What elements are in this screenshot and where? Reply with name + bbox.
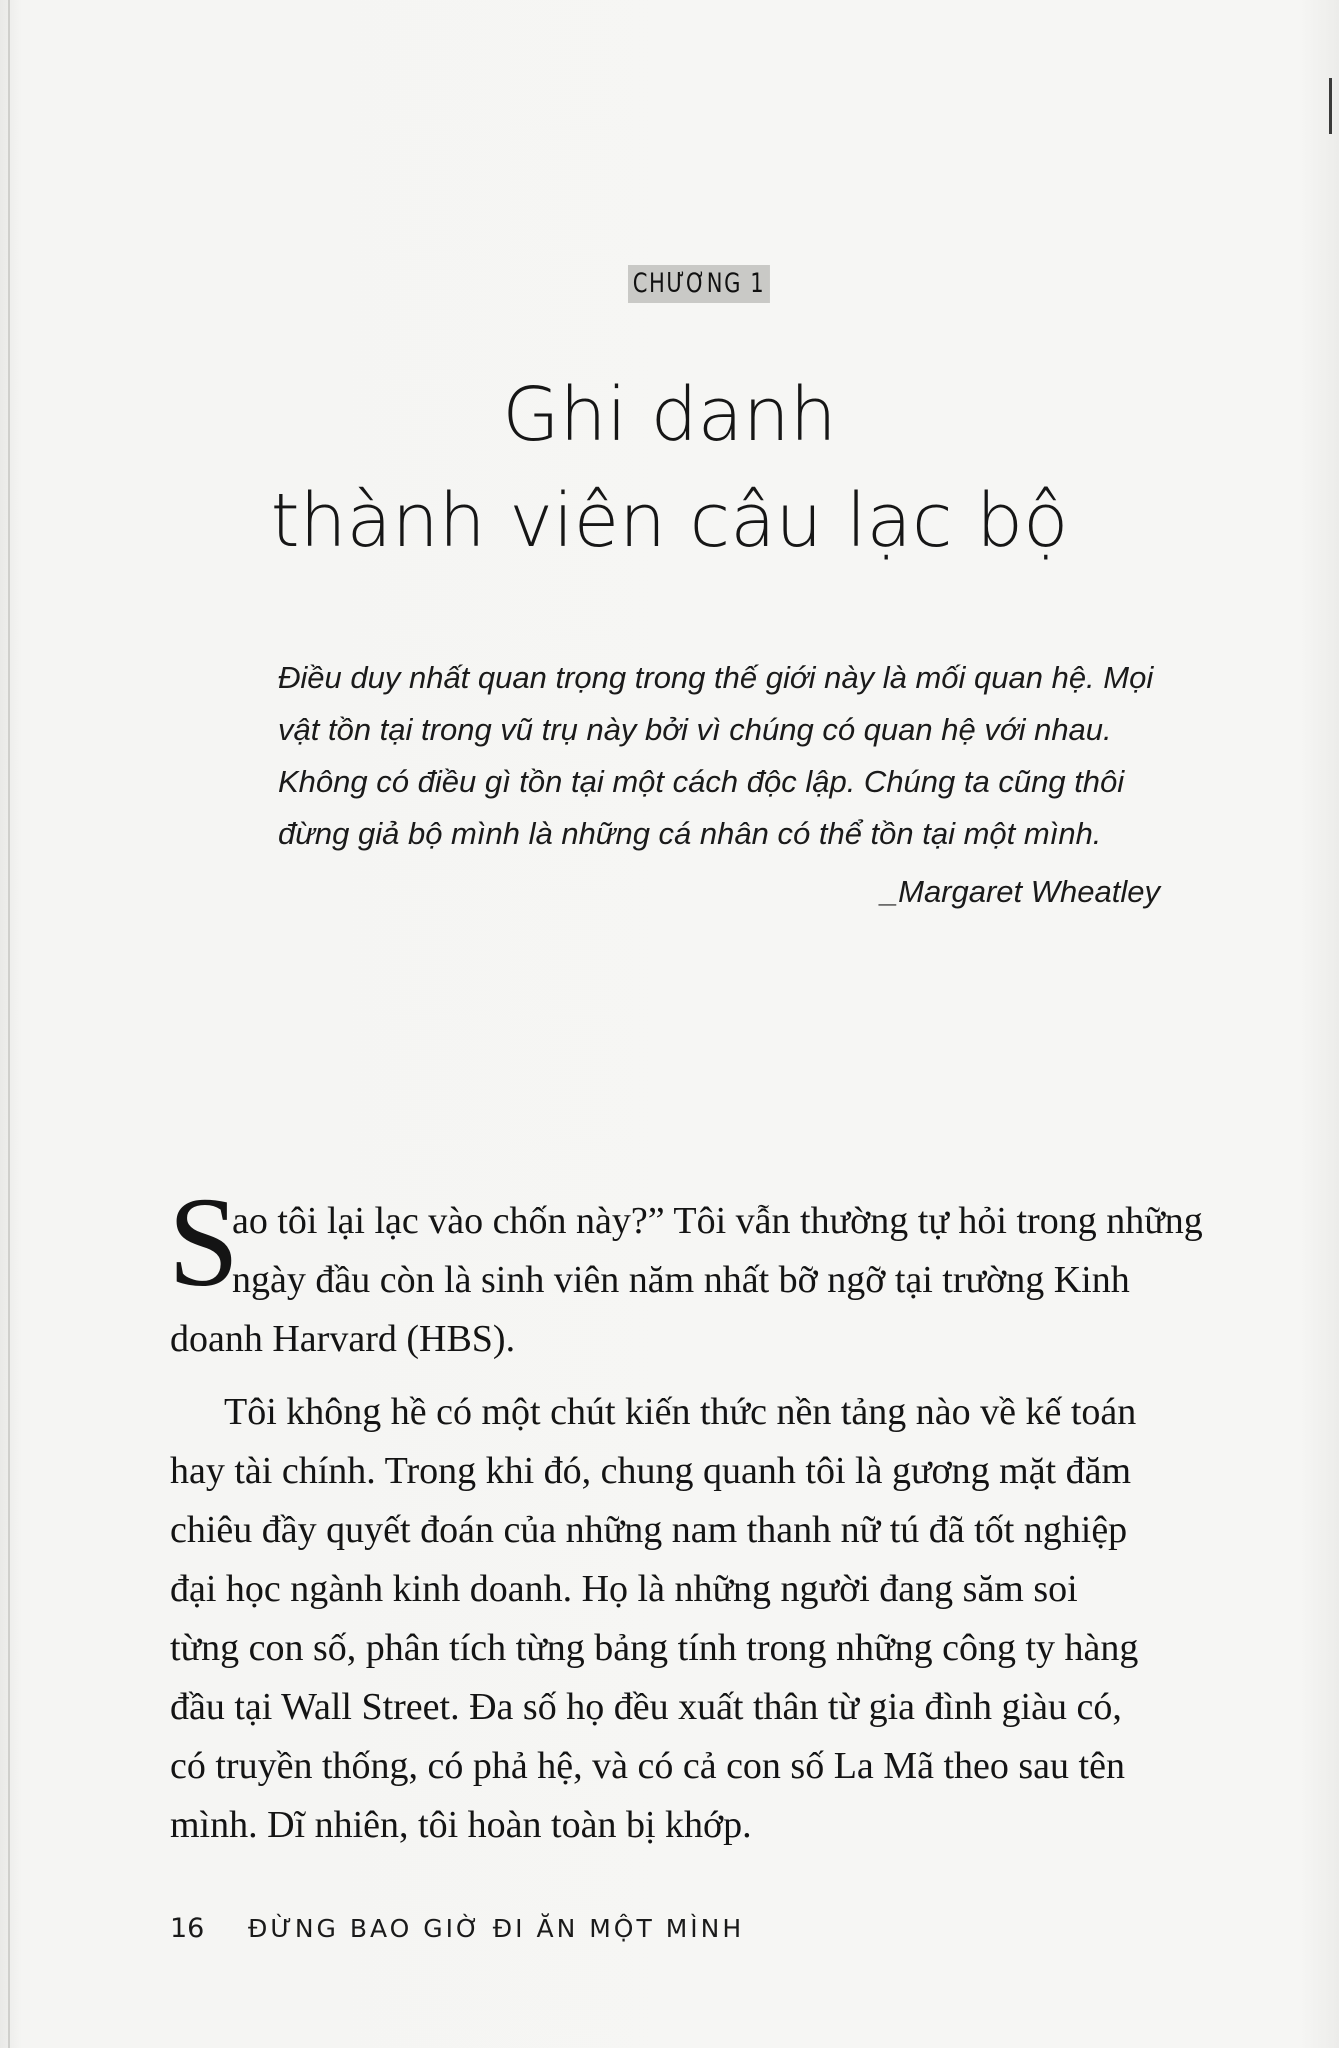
epigraph-author: _Margaret Wheatley bbox=[880, 874, 1160, 909]
body-line: hay tài chính. Trong khi đó, chung quanh tôi là gương mặt đăm bbox=[170, 1450, 1132, 1492]
body-line: ngày đầu còn là sinh viên năm nhất bỡ ngỡ tại trường Kinh bbox=[232, 1259, 1130, 1301]
epigraph-line: Điều duy nhất quan trọng trong thế giới này là mối quan hệ. Mọi bbox=[278, 660, 1154, 695]
body-line: ao tôi lại lạc vào chốn này?” Tôi vẫn thường tự hỏi trong những bbox=[232, 1200, 1203, 1242]
body-line: có truyền thống, có phả hệ, và có cả con số La Mã theo sau tên bbox=[170, 1745, 1125, 1787]
body-line: Tôi không hề có một chút kiến thức nền tảng nào về kế toán bbox=[224, 1391, 1137, 1433]
epigraph-line: đừng giả bộ mình là những cá nhân có thể tồn tại một mình. bbox=[278, 816, 1102, 851]
page-number: 16 bbox=[170, 1913, 205, 1944]
body-line: chiêu đầy quyết đoán của những nam thanh nữ tú đã tốt nghiệp bbox=[170, 1509, 1128, 1551]
epigraph-line: Không có điều gì tồn tại một cách độc lập. Chúng ta cũng thôi bbox=[278, 764, 1125, 799]
body-line: đầu tại Wall Street. Đa số họ đều xuất thân từ gia đình giàu có, bbox=[170, 1686, 1122, 1728]
running-book-title: ĐỪNG BAO GIỜ ĐI ĂN MỘT MÌNH bbox=[248, 1914, 745, 1943]
chapter-title-line: thành viên câu lạc bộ bbox=[270, 478, 1069, 564]
body-line: mình. Dĩ nhiên, tôi hoàn toàn bị khớp. bbox=[170, 1804, 752, 1846]
page-binding-edge bbox=[8, 0, 10, 2048]
drop-cap: S bbox=[168, 1171, 240, 1313]
chapter-title-line: Ghi danh bbox=[502, 372, 837, 458]
body-line: đại học ngành kinh doanh. Họ là những người đang săm soi bbox=[170, 1568, 1078, 1610]
body-paragraph-1 bbox=[170, 1192, 1256, 1369]
chapter-label: CHƯƠNG 1 bbox=[628, 265, 770, 303]
epigraph-quote bbox=[278, 652, 1173, 860]
body-paragraph-2 bbox=[170, 1383, 1256, 1855]
chapter-title bbox=[0, 362, 1339, 574]
body-line: từng con số, phân tích từng bảng tính trong những công ty hàng bbox=[170, 1627, 1139, 1669]
epigraph-line: vật tồn tại trong vũ trụ này bởi vì chúng có quan hệ với nhau. bbox=[278, 712, 1112, 747]
body-line: doanh Harvard (HBS). bbox=[170, 1318, 516, 1360]
page-footer bbox=[170, 1913, 1070, 1944]
page-edge-mark bbox=[1329, 78, 1332, 134]
